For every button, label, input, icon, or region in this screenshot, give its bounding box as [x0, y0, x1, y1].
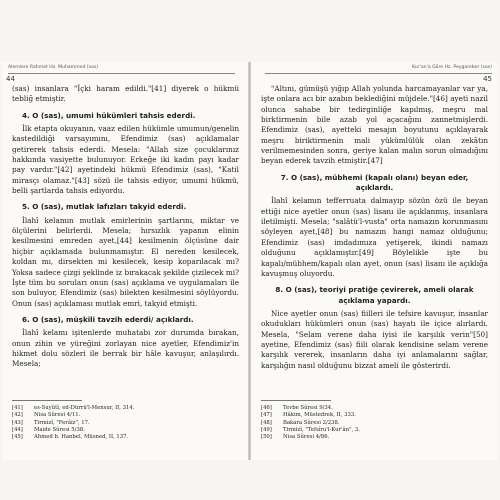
header-rule	[265, 73, 492, 74]
footnote-number: [46]	[261, 405, 272, 411]
footnote-number: [50]	[261, 434, 272, 441]
paragraph: "Altını, gümüşü yığıp Allah yolunda harcamayanlar var ya, işte onlara acı bir azabın beklediğini müjdele."[46] ayeti nazil olunca sahabe bir tedirginliğe kapılmış, meşru mal birktirmenin bile azab yol açacağını zannetmişlerdi. Efendimiz (sas), ayetteki mesajın boyutunu açıklayarak meşru biriktirmenin mali yükümlülük olan zekâtın verilmemesinden sonra, geriye kalan malın sorun olmadığını beyan ederek tavzih etmiştir.[47]	[261, 84, 488, 166]
footnote-rule	[12, 400, 82, 401]
footnote-number: [44]	[12, 426, 23, 433]
paragraph: (sas) insanlara "İçki haram edildi."[41] diyerek o hükmü tebliğ etmiştir.	[12, 84, 239, 104]
page-number: 45	[483, 75, 492, 83]
footnote	[261, 412, 488, 419]
running-head: Alemlere Rahmet Hz. Muhammed (sas)	[8, 65, 99, 70]
footnote-text: Ahmed b. Hanbel, Müsned, II, 137.	[34, 434, 129, 441]
footnote	[12, 434, 239, 441]
running-head: Kur'an'a Göre Hz. Peygamber (sas)	[412, 65, 492, 70]
footnote	[261, 420, 488, 427]
footnote-text: Hâkim, Müstedrek, II, 333.	[283, 412, 356, 419]
paragraph: İlahî kelamın mutlak emirlerinin şartlarını, miktar ve ölçülerini belirlerdi. Mesela; hırsızlık yapanın elinin kesilmesini emreden ayet,[44] kesilmenin ölçüsüne dair hiçbir açıklamada bulunmamıştır. El nereden kesilecek, koldan mı, dirsekten mi kesilecek, kesip koparılacak mı? Yoksa sadece çizgi şeklinde iz bırakacak şekilde çizilecek mi? İşte tüm bu soruları onun (sas) açıklama ve uygulamaları ile son buluyor, Efendimiz (sas) bilekten kesilmesini söylüyordu. Onun (sas) açıklaması mutlak emri, takyid etmişti.	[12, 215, 239, 308]
footnote-text: Maide Sûresi 5/38.	[34, 426, 85, 433]
left-page	[2, 62, 249, 460]
footnote-number: [41]	[12, 405, 23, 411]
footnote-text: Tirmizî, "Tefsîru'l-Kur'ân", 3.	[283, 426, 360, 433]
section-heading: 6. O (sas), müşkili tavzih ederdi/ açıklardı.	[22, 314, 194, 324]
paragraph: Nice ayetler onun (sas) fiilleri ile tefsire kavuşur, insanlar okudukları hükümleri onun (sas) hayatı ile içice alırlardı. Mesela, "Selam verene daha iyisi ile karşılık verin"[50] ayetine, Efendimiz (sas) fiili olarak kendisine selam verene karşılık vererek, insanların daha iyi anlamalarını sağlar, karşılığın nasıl olduğunu bizzat ameli ile gösterirdi.	[261, 308, 488, 370]
paragraph: İlahî kelamı işitenlerde muhatabı zor durumda bırakan, onun zihin ve yüreğini zorlayan nice ayetler, Efendimiz'in hikmet dolu sözleri ile berrak bir hâle kavuşur, anlaşılırdı. Mesela;	[12, 328, 239, 369]
section-heading: 4. O (sas), umumi hükümleri tahsis ederdi.	[22, 110, 196, 120]
footnote-text: Bakara Sûresi 2/238.	[283, 419, 340, 426]
footnote-text: Nisa Sûresi 4/86.	[283, 434, 330, 441]
footnote-text: Tirmizî, "Ferâiz", 17.	[34, 419, 90, 426]
footnotes	[12, 405, 239, 441]
footnote	[12, 427, 239, 434]
right-page	[251, 62, 498, 460]
footnote-number: [43]	[12, 419, 23, 426]
footnote	[261, 434, 488, 441]
footnote-text: es-Suyûtî, ed-Dürrü'l-Mensur, II, 314.	[34, 405, 135, 411]
page-number: 44	[6, 75, 15, 83]
section-heading: 7. O (sas), mübhemi (kapalı olanı) beyan eder, açıklardı.	[280, 172, 469, 193]
footnote-text: Tevbe Sûresi 9/34.	[283, 405, 333, 411]
section-heading: 8. O (sas), teoriyi pratiğe çevirerek, ameli olarak açıklama yapardı.	[275, 285, 474, 305]
footnotes	[261, 405, 488, 441]
footnote	[12, 412, 239, 419]
footnote-number: [45]	[12, 434, 23, 441]
page-body	[261, 84, 488, 371]
footnote-number: [47]	[261, 412, 272, 419]
section-heading: 5. O (sas), mutlak lafızları takyid ederdi.	[22, 202, 187, 212]
footnote	[12, 420, 239, 427]
paragraph: İlahî kelamın tefferruata dalmayıp sözün özü ile beyan ettiği nice ayetler onun (sas) lisanı ile açıklanmış, insanlara iletilmişti. Mesela; "salâtü'l-vusta" orta namazın korunmasını söyleyen ayet,[48] bu namazın hangi namaz olduğunu; Efendimiz (sas) imdadımıza yetişerek, ikindi namazı olduğunu açıklamıştır.[49] Böylelikle işte bu kapalı/mübhem/kapalı olan ayet, onun (sas) lisanı ile açıklığa kavuşmuş oluyordu.	[261, 196, 488, 278]
footnote-number: [42]	[12, 412, 23, 419]
footnote-rule	[261, 400, 331, 401]
footnote-number: [48]	[261, 419, 272, 426]
paragraph: İlk etapta okuyanın, vaaz edilen hükümle umumun/genelin kastedildiği varsayımını, Efendimiz (sas) açıklamalar getirerek tahsis ederdi. Mesela: "Allah size çocuklarınız hakkında vasiyette bulunuyor. Erkeğe iki kadın payı kadar pay vardır."[42] ayetindeki hükmü Efendimiz (sas), "Katil mirasçı olamaz."[43] sözü ile tahsis ediyor, umumi hükmü, belli şartlarda tahsis ediyordu.	[12, 124, 239, 196]
footnote-number: [49]	[261, 426, 272, 433]
page-body	[12, 84, 239, 370]
footnote-text: Nisa Sûresi 4/11.	[34, 412, 81, 419]
header-rule	[8, 73, 235, 74]
